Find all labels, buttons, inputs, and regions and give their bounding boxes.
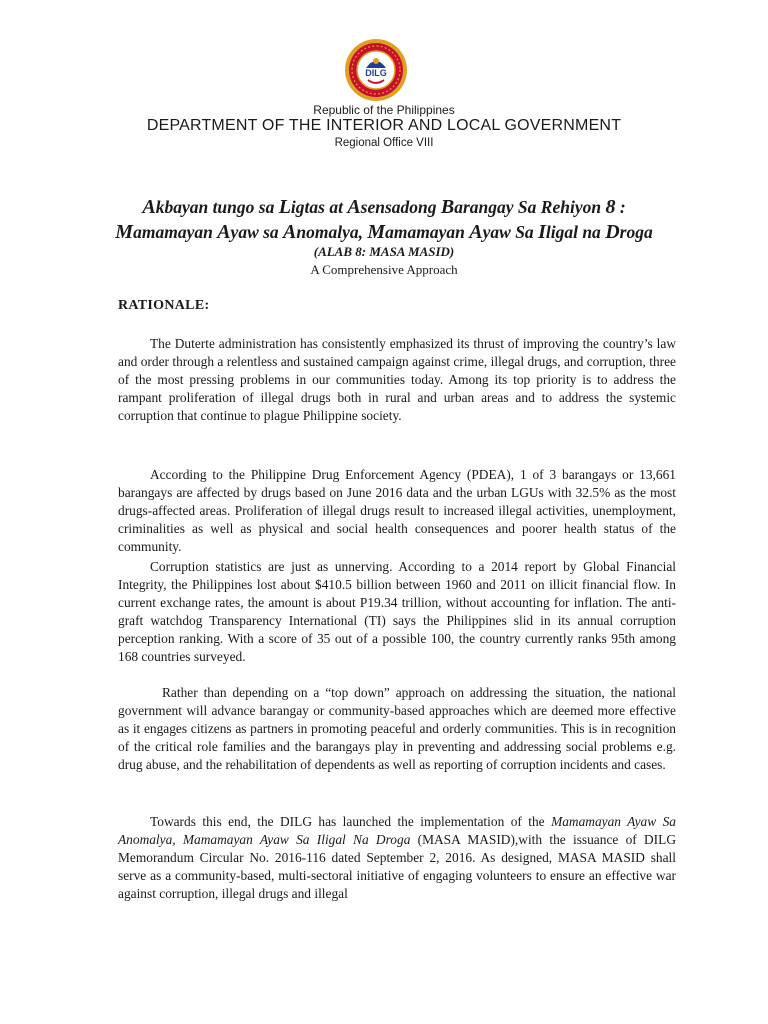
dilg-seal-icon [344, 38, 408, 102]
department-name: DEPARTMENT OF THE INTERIOR AND LOCAL GOVERNMENT [146, 117, 622, 134]
paragraph-2: According to the Philippine Drug Enforcement Agency (PDEA), 1 of 3 barangays or 13,661 barangays are affected by drugs based on June 2016 data and the urban LGUs with 32.5% as the most drugs-affected areas. Proliferation of illegal drugs result to increased illegal activities, unemployment, criminalities as well as physical and social health consequences and poorer health status of the community. [118, 467, 676, 554]
section-heading: RATIONALE: [118, 298, 210, 313]
program-name-italic: Mamamayan Ayaw Sa Anomalya, Mamamayan Ayaw Sa Iligal Na Droga [118, 814, 676, 847]
republic-line: Republic of the Philippines [313, 103, 455, 117]
paragraph-1: The Duterte administration has consistently emphasized its thrust of improving the country’s law and order through a relentless and sustained campaign against crime, illegal drugs, and corruption, three of the most pressing problems in our communities today. Among its top priority is to address the rampant proliferation of illegal drugs both in rural and urban areas and to address the systemic corruption that continue to plague Philippine society. [118, 336, 676, 423]
program-subtitle: A Comprehensive Approach [310, 262, 458, 277]
program-title-line1: Akbayan tungo sa Ligtas at Asensadong Barangay Sa Rehiyon 8 : [142, 196, 626, 218]
paragraph-3: Corruption statistics are just as unnerving. According to a 2014 report by Global Financial Integrity, the Philippines lost about $410.5 billion between 1960 and 2011 on illicit financial flow. In current exchange rates, the amount is about P19.34 trillion, without accounting for inflation. The anti-graft watchdog Transparency International (TI) says the Philippines slid in its annual corruption perception ranking. With a score of 35 out of a possible 100, the country currently ranks 95th among 168 countries surveyed. [118, 559, 676, 664]
program-acronym: (ALAB 8: MASA MASID) [313, 244, 455, 259]
paragraph-4: Rather than depending on a “top down” approach on addressing the situation, the national government will advance barangay or community-based approaches which are deemed more effective as it engages citizens as partners in promoting peaceful and orderly communities. This is in recognition of the critical role families and the barangays play in preventing and addressing social problems e.g. drug abuse, and the rehabilitation of dependents as well as reporting of corruption incidents and cases. [118, 685, 676, 772]
seal-text: DILG [365, 68, 387, 78]
regional-office: Regional Office VIII [334, 137, 434, 149]
program-title-line2: Mamamayan Ayaw sa Anomalya, Mamamayan Ayaw Sa Iligal na Droga [115, 221, 653, 243]
paragraph-5: Towards this end, the DILG has launched the implementation of the Mamamayan Ayaw Sa Anomalya, Mamamayan Ayaw Sa Iligal Na Droga (MASA MASID),with the issuance of DILG Memorandum Circular No. 2016-116 dated September 2, 2016. As designed, MASA MASID shall serve as a community-based, multi-sectoral initiative of engaging volunteers to ensure an effective war against corruption, illegal drugs and illegal [118, 814, 676, 901]
